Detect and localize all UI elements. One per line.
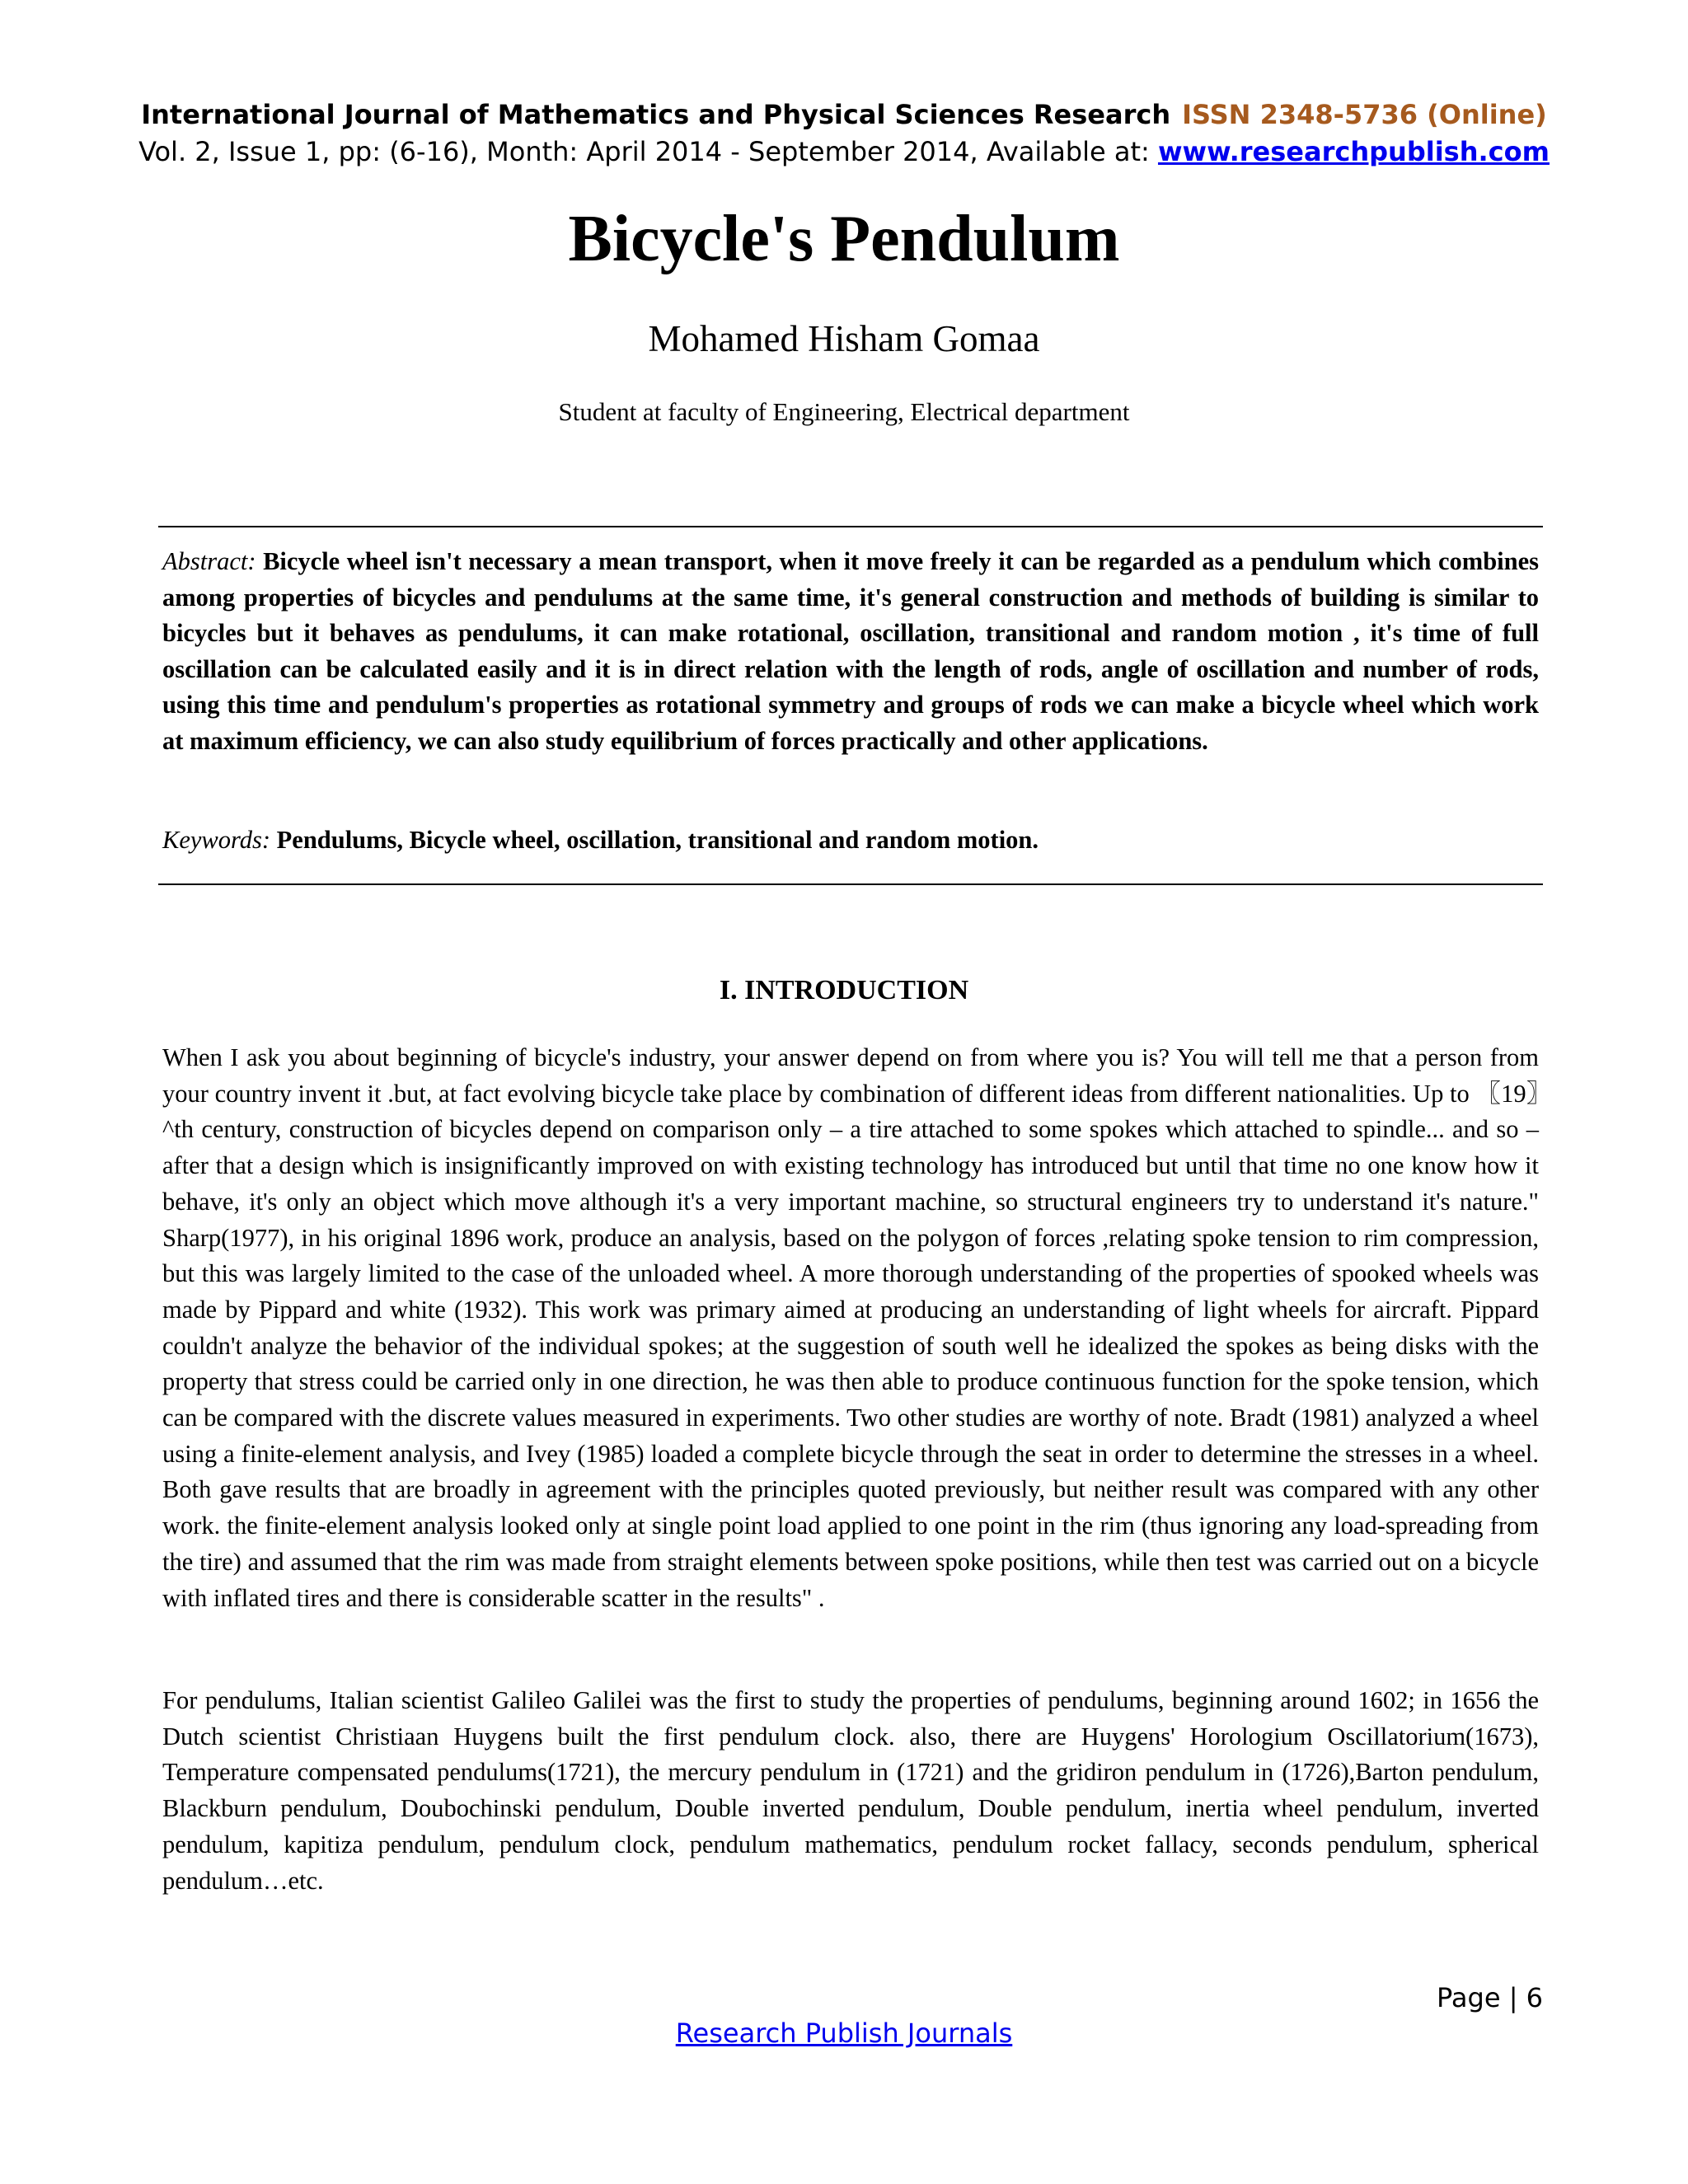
volume-line [0, 136, 1688, 167]
intro-paragraph-2: For pendulums, Italian scientist Galileo Galilei was the first to study the properties of pendulums, beginning around 1602; in 1656 the Dutch scientist Christiaan Huygens built the first pendulum clock. also, there are Huygens' Horologium Oscillatorium(1673), Temperature compensated pendulums(1721), the mercury pendulum in (1721) and the gridiron pendulum in (1726),Barton pendulum, Blackburn pendulum, Doubochinski pendulum, Double inverted pendulum, Double pendulum, inertia wheel pendulum, inverted pendulum, kapitiza pendulum, pendulum clock, pendulum mathematics, pendulum rocket fallacy, seconds pendulum, spherical pendulum…etc. [162, 1686, 1539, 1895]
keywords [162, 823, 1539, 859]
abstract-label: Abstract: [162, 547, 256, 575]
bottom-rule [158, 883, 1543, 885]
section-heading: I. INTRODUCTION [719, 975, 969, 1005]
keywords-text: Pendulums, Bicycle wheel, oscillation, transitional and random motion. [276, 826, 1039, 854]
volume-text: Vol. 2, Issue 1, pp: (6-16), Month: April 2014 - September 2014, Available at: [138, 136, 1150, 167]
abstract [162, 544, 1539, 760]
author-affiliation: Student at faculty of Engineering, Electrical department [558, 397, 1130, 426]
intro-paragraph-1: When I ask you about beginning of bicycle's industry, your answer depend on from where you is? You will tell me that a person from your country invent it .but, at fact evolving bicycle take place by combination of different ideas from different nationalities. Up to 〖19〗^th century, construction of bicycles depend on comparison only – a tire attached to some spokes which attached to spindle... and so – after that a design which is insignificantly improved on with existing technology has introduced but until that time no one know how it behave, it's only an object which move although it's a very important machine, so structural engineers try to understand it's nature." Sharp(1977), in his original 1896 work, produce an analysis, based on the polygon of forces ,relating spoke tension to rim compression, but this was largely limited to the case of the unloaded wheel. A more thorough understanding of the properties of spooked wheels was made by Pippard and white (1932). This work was primary aimed at producing an understanding of light wheels for aircraft. Pippard couldn't analyze the behavior of the individual spokes; at the suggestion of south well he idealized the spokes as being disks with the property that stress could be carried only in one direction, he was then able to produce continuous function for the spoke tension, which can be compared with the discrete values measured in experiments. Two other studies are worthy of note. Bradt (1981) analyzed a wheel using a finite-element analysis, and Ivey (1985) loaded a complete bicycle through the seat in order to determine the stresses in a wheel. Both gave results that are broadly in agreement with the principles quoted previously, but neither result was compared with any other work. the finite-element analysis looked only at single point load applied to one point in the rim (thus ignoring any load-spreading from the tire) and assumed that the rim was made from straight elements between spoke positions, while then test was carried out on a bicycle with inflated tires and there is considerable scatter in the results" . [162, 1043, 1539, 1612]
author-name: Mohamed Hisham Gomaa [648, 318, 1040, 359]
abstract-text: Bicycle wheel isn't necessary a mean transport, when it move freely it can be regarded as a pendulum which combines among properties of bicycles and pendulums at the same time, it's general construction and methods of building is similar to bicycles but it behaves as pendulums, it can make rotational, oscillation, transitional and random motion , it's time of full oscillation can be calculated easily and it is in direct relation with the length of rods, angle of oscillation and number of rods, using this time and pendulum's properties as rotational symmetry and groups of rods we can make a bicycle wheel which work at maximum efficiency, we can also study equilibrium of forces practically and other applications. [162, 547, 1539, 755]
paper-title: Bicycle's Pendulum [568, 203, 1120, 275]
keywords-label: Keywords: [162, 826, 271, 854]
footer [0, 2018, 1688, 2049]
publisher-link[interactable]: Research Publish Journals [675, 2018, 1013, 2049]
page-number: Page | 6 [1437, 1982, 1543, 2013]
top-rule [158, 526, 1543, 527]
journal-header [0, 99, 1688, 130]
journal-url-link[interactable]: www.researchpublish.com [1157, 136, 1550, 167]
issn: ISSN 2348-5736 (Online) [1182, 99, 1547, 130]
journal-name: International Journal of Mathematics and Physical Sciences Research [141, 99, 1171, 130]
